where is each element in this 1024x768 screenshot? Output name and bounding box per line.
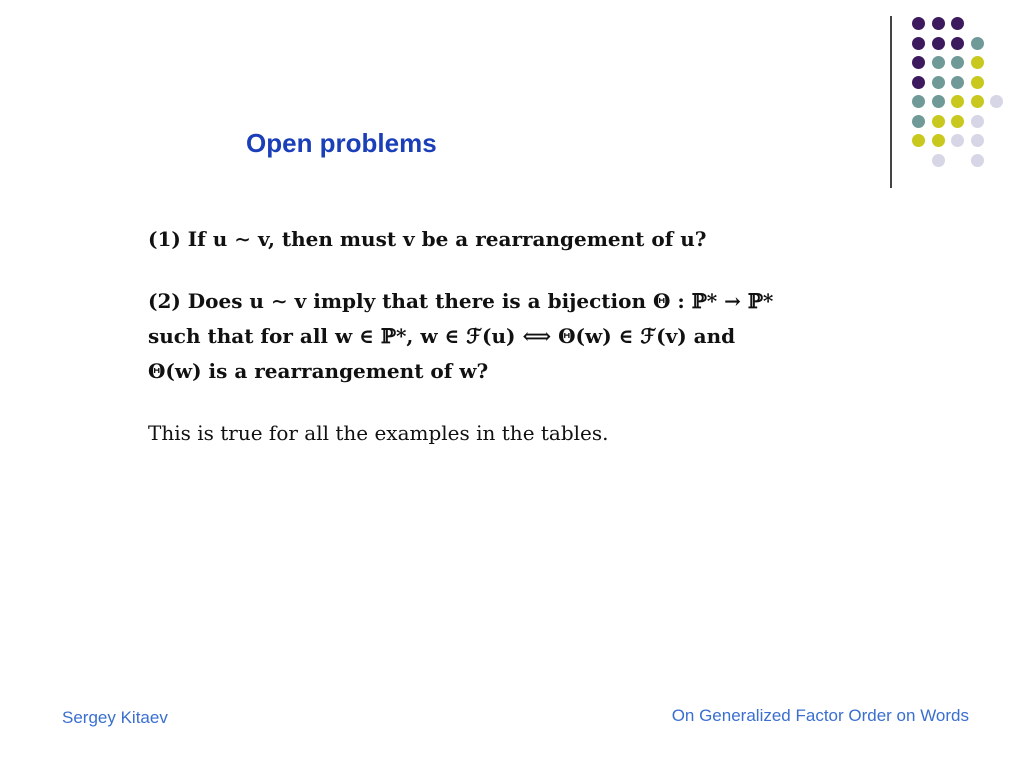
decorative-dot — [932, 56, 945, 69]
decorative-dot — [932, 95, 945, 108]
decorative-dot — [951, 37, 964, 50]
decorative-dot — [971, 154, 984, 167]
problem-2-line-2: such that for all w ∈ ℙ*, w ∈ ℱ(u) ⟺ Θ(w) ∈ ℱ(v) and — [148, 324, 736, 348]
slide-content — [148, 222, 868, 451]
decorative-dot — [990, 95, 1003, 108]
header-divider-line — [890, 16, 892, 188]
decorative-dot — [932, 115, 945, 128]
decorative-dot — [912, 76, 925, 89]
decorative-dot — [912, 37, 925, 50]
decorative-dot — [971, 56, 984, 69]
slide-title: Open problems — [246, 128, 437, 158]
footer-author: Sergey Kitaev — [62, 708, 168, 727]
decorative-dot — [971, 134, 984, 147]
decorative-dot — [912, 17, 925, 30]
decorative-dot — [932, 134, 945, 147]
note-text: This is true for all the examples in the tables. — [148, 421, 609, 445]
decorative-dot — [912, 134, 925, 147]
decorative-dot — [951, 76, 964, 89]
decorative-dot — [912, 56, 925, 69]
decorative-dot — [971, 76, 984, 89]
problem-1 — [148, 222, 868, 257]
decorative-dot — [971, 115, 984, 128]
decorative-dot — [951, 115, 964, 128]
problem-2 — [148, 284, 868, 389]
decorative-dot — [971, 95, 984, 108]
decorative-dot-grid — [0, 0, 1024, 200]
problem-1-line-1: (1) If u ∼ v, then must v be a rearrangement of u? — [148, 227, 707, 251]
footer-talk-title: On Generalized Factor Order on Words — [671, 706, 969, 725]
decorative-dot — [932, 37, 945, 50]
problem-2-line-3: Θ(w) is a rearrangement of w? — [148, 359, 489, 383]
decorative-dot — [951, 95, 964, 108]
decorative-dot — [971, 37, 984, 50]
decorative-dot — [912, 95, 925, 108]
decorative-dot — [951, 134, 964, 147]
decorative-dot — [951, 17, 964, 30]
decorative-dot — [932, 17, 945, 30]
problem-2-line-1: (2) Does u ∼ v imply that there is a bijection Θ : ℙ* → ℙ* — [148, 289, 774, 313]
decorative-dot — [932, 76, 945, 89]
decorative-dot — [912, 115, 925, 128]
decorative-dot — [951, 56, 964, 69]
decorative-dot — [932, 154, 945, 167]
